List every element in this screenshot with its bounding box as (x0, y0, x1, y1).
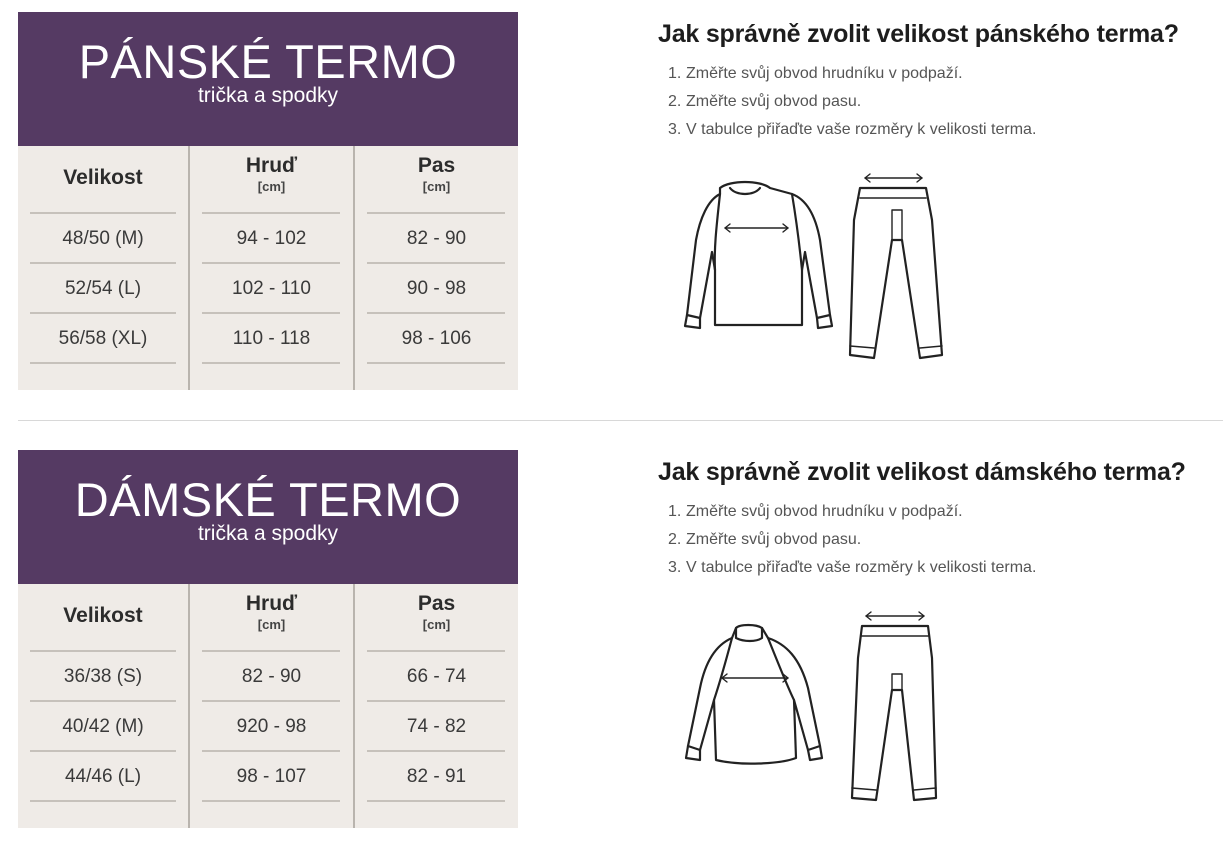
column-header-size: Velikost (63, 166, 143, 189)
column-header-chest (190, 592, 353, 632)
step-text: V tabulce přiřaďte vaše rozměry k velikosti terma. (686, 559, 1037, 576)
table-cell: 36/38 (S) (63, 666, 143, 687)
step-text: V tabulce přiřaďte vaše rozměry k velikosti terma. (686, 121, 1037, 138)
column-header-chest-label: Hruď (245, 592, 298, 615)
row-divider (202, 362, 340, 364)
womens-size-table (18, 584, 518, 828)
mens-instructions (658, 18, 1218, 144)
row-divider (367, 212, 505, 214)
step-text: Změřte svůj obvod pasu. (686, 93, 862, 110)
womens-instructions (658, 456, 1218, 582)
table-cell: 52/54 (L) (64, 278, 142, 299)
mens-size-table (18, 146, 518, 390)
table-cell: 90 - 98 (406, 278, 467, 299)
step-number: 2. (668, 93, 682, 110)
womens-measurement-illustration (670, 608, 960, 818)
table-cell: 56/58 (XL) (58, 328, 148, 349)
row-divider (202, 262, 340, 264)
row-divider (30, 262, 176, 264)
table-cell: 920 - 98 (236, 716, 307, 737)
step-number: 3. (668, 121, 682, 138)
row-divider (202, 800, 340, 802)
column-header-waist (355, 154, 518, 194)
row-divider (367, 800, 505, 802)
mens-size-chart (18, 12, 518, 390)
step-number: 1. (668, 65, 682, 82)
table-cell: 40/42 (M) (62, 716, 144, 737)
step-number: 1. (668, 503, 682, 520)
step-item (658, 60, 1218, 88)
section-divider (18, 420, 1223, 421)
table-cell: 44/46 (L) (64, 766, 142, 787)
row-divider (367, 750, 505, 752)
mens-size-section (0, 0, 1223, 400)
row-divider (367, 362, 505, 364)
column-header-waist (355, 592, 518, 632)
step-text: Změřte svůj obvod hrudníku v podpaží. (686, 65, 963, 82)
column-header-chest-label: Hruď (245, 154, 298, 177)
row-divider (30, 212, 176, 214)
womens-pants-icon (852, 612, 936, 800)
mens-pants-icon (850, 174, 942, 358)
row-divider (202, 650, 340, 652)
row-divider (202, 700, 340, 702)
column-header-waist-unit: [cm] (422, 617, 451, 632)
table-cell: 48/50 (M) (62, 228, 144, 249)
column-header-chest (190, 154, 353, 194)
womens-steps-list (658, 498, 1218, 582)
step-item (658, 88, 1218, 116)
mens-heading: Jak správně zvolit velikost pánského terma? (658, 20, 1179, 48)
column-header-waist-label: Pas (417, 154, 456, 177)
mens-banner-subtitle: trička a spodky (197, 84, 339, 107)
step-item (658, 498, 1218, 526)
row-divider (367, 700, 505, 702)
column-header-chest-unit: [cm] (257, 617, 286, 632)
column-header-waist-unit: [cm] (422, 179, 451, 194)
table-cell: 82 - 90 (406, 228, 467, 249)
womens-size-section (0, 438, 1223, 838)
row-divider (202, 750, 340, 752)
table-cell: 98 - 107 (236, 766, 307, 787)
womens-banner-title: DÁMSKÉ TERMO (74, 473, 462, 526)
mens-measurement-illustration (670, 170, 960, 380)
row-divider (30, 750, 176, 752)
row-divider (367, 262, 505, 264)
column-header-chest-unit: [cm] (257, 179, 286, 194)
step-item (658, 116, 1218, 144)
table-cell: 98 - 106 (401, 328, 472, 349)
table-cell: 110 - 118 (232, 328, 311, 349)
step-text: Změřte svůj obvod hrudníku v podpaží. (686, 503, 963, 520)
row-divider (30, 650, 176, 652)
mens-steps-list (658, 60, 1218, 144)
womens-size-chart (18, 450, 518, 828)
womens-shirt-icon (686, 625, 822, 764)
table-cell: 94 - 102 (236, 228, 307, 249)
table-cell: 74 - 82 (406, 716, 467, 737)
step-number: 2. (668, 531, 682, 548)
womens-banner (18, 450, 518, 584)
table-cell: 102 - 110 (232, 278, 311, 299)
row-divider (30, 700, 176, 702)
row-divider (367, 650, 505, 652)
column-header-waist-label: Pas (417, 592, 456, 615)
row-divider (202, 212, 340, 214)
mens-shirt-icon (685, 182, 832, 328)
mens-banner (18, 12, 518, 146)
step-number: 3. (668, 559, 682, 576)
womens-banner-subtitle: trička a spodky (197, 522, 339, 545)
womens-heading: Jak správně zvolit velikost dámského terma? (658, 458, 1186, 486)
column-header-size: Velikost (63, 604, 143, 627)
step-item (658, 526, 1218, 554)
mens-banner-title: PÁNSKÉ TERMO (78, 35, 458, 88)
row-divider (30, 362, 176, 364)
step-text: Změřte svůj obvod pasu. (686, 531, 862, 548)
row-divider (202, 312, 340, 314)
table-cell: 82 - 91 (406, 766, 467, 787)
table-cell: 66 - 74 (406, 666, 467, 687)
row-divider (30, 312, 176, 314)
table-cell: 82 - 90 (241, 666, 302, 687)
row-divider (30, 800, 176, 802)
row-divider (367, 312, 505, 314)
step-item (658, 554, 1218, 582)
